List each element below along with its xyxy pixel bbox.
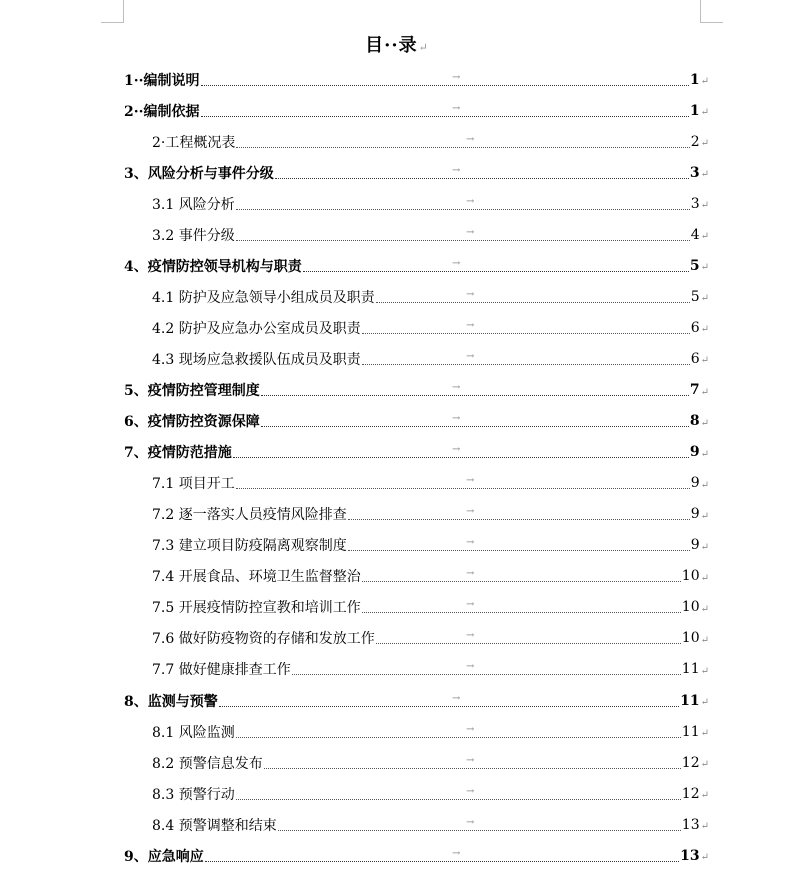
dot-leader xyxy=(362,568,681,582)
tab-mark-icon: → xyxy=(452,71,461,83)
toc-entry-label: 3.1 风险分析 xyxy=(152,196,235,213)
dot-leader xyxy=(362,599,681,613)
toc-entry[interactable] xyxy=(152,530,709,561)
dot-leader xyxy=(275,164,689,179)
tab-mark-icon: → xyxy=(466,537,475,549)
toc-entry[interactable] xyxy=(152,188,709,219)
toc-entry[interactable] xyxy=(124,250,709,281)
toc-entry-page-number: 9 xyxy=(690,506,700,523)
dot-leader xyxy=(261,382,689,396)
tab-mark-icon: → xyxy=(452,382,461,393)
dot-leader xyxy=(233,444,689,458)
toc-entry-label: 7.1 项目开工 xyxy=(152,476,235,493)
paragraph-mark-icon: ↵ xyxy=(700,603,709,615)
paragraph-mark-icon: ↵ xyxy=(700,293,709,305)
toc-entry-label: 7、疫情防范措施 xyxy=(124,445,232,462)
toc-entry[interactable] xyxy=(124,406,709,437)
toc-entry-page-number: 2 xyxy=(690,133,700,150)
toc-entry-page-number: 11 xyxy=(681,661,700,678)
tab-mark-icon: → xyxy=(466,599,475,611)
toc-entry-page-number: 10 xyxy=(681,599,700,616)
toc-entry-label: 8.3 预警行动 xyxy=(152,786,235,803)
toc-entry-page-number: 9 xyxy=(690,475,700,492)
toc-entry-label: 1··编制说明 xyxy=(124,72,200,89)
paragraph-mark-icon: ↵ xyxy=(700,572,709,584)
toc-entry[interactable] xyxy=(152,809,709,840)
paragraph-mark-icon: ↵ xyxy=(700,852,709,864)
paragraph-mark-icon: ↵ xyxy=(700,417,709,429)
tab-mark-icon: → xyxy=(466,195,475,207)
paragraph-mark-icon: ↵ xyxy=(418,41,429,54)
toc-entry-label: 7.4 开展食品、环境卫生监督整治 xyxy=(152,569,361,586)
tab-mark-icon: → xyxy=(452,444,461,456)
toc-entry-page-number: 3 xyxy=(689,164,700,181)
toc-entry[interactable] xyxy=(152,126,709,157)
toc-entry-page-number: 6 xyxy=(690,319,700,336)
toc-entry[interactable] xyxy=(152,623,709,654)
dot-leader xyxy=(362,350,690,365)
toc-entry-label: 4.1 防护及应急领导小组成员及职责 xyxy=(152,289,375,306)
toc-entry-label: 7.6 做好防疫物资的存储和发放工作 xyxy=(152,631,375,648)
tab-mark-icon: → xyxy=(466,506,475,518)
paragraph-mark-icon: ↵ xyxy=(700,759,709,771)
toc-entry-label: 6、疫情防控资源保障 xyxy=(124,414,260,431)
paragraph-mark-icon: ↵ xyxy=(700,790,709,802)
dot-leader xyxy=(362,319,690,334)
toc-entry[interactable] xyxy=(124,685,709,716)
tab-mark-icon: → xyxy=(466,226,475,238)
toc-entry-label: 8.1 风险监测 xyxy=(152,724,235,741)
toc-entry-label: 3、风险分析与事件分级 xyxy=(124,165,274,182)
dot-leader xyxy=(236,226,690,241)
tab-mark-icon: → xyxy=(466,288,475,300)
toc-entry-page-number: 5 xyxy=(689,257,700,274)
paragraph-mark-icon: ↵ xyxy=(700,386,709,398)
tab-mark-icon: → xyxy=(466,319,475,331)
page-corner-top-left xyxy=(101,0,124,23)
paragraph-mark-icon: ↵ xyxy=(700,697,709,708)
paragraph-mark-icon: ↵ xyxy=(700,634,709,646)
tab-mark-icon: → xyxy=(452,413,461,425)
toc-entry-label: 2··编制依据 xyxy=(124,103,200,120)
toc-entry-label: 7.5 开展疫情防控宣教和培训工作 xyxy=(152,600,361,617)
dot-leader xyxy=(236,133,689,148)
toc-entry[interactable] xyxy=(152,468,709,499)
tab-mark-icon: → xyxy=(466,723,475,735)
toc-entry-page-number: 8 xyxy=(689,413,700,430)
paragraph-mark-icon: ↵ xyxy=(700,728,709,740)
toc-entry-page-number: 10 xyxy=(681,630,700,647)
paragraph-mark-icon: ↵ xyxy=(700,448,709,460)
toc-entry-label: 8、监测与预警 xyxy=(124,693,218,710)
toc-entry[interactable] xyxy=(152,654,709,685)
toc-entry[interactable] xyxy=(152,281,709,312)
toc-entry-label: 7.3 建立项目防疫隔离观察制度 xyxy=(152,538,347,555)
paragraph-mark-icon: ↵ xyxy=(700,324,709,336)
toc-entry-label: 2·工程概况表 xyxy=(152,134,236,151)
toc-entry[interactable] xyxy=(124,157,709,188)
toc-entry-label: 3.2 事件分级 xyxy=(152,227,235,244)
dot-leader xyxy=(236,475,690,489)
toc-entry-label: 7.7 做好健康排查工作 xyxy=(152,662,291,679)
toc-entry-page-number: 12 xyxy=(681,754,700,771)
dot-leader xyxy=(278,816,681,831)
toc-entry-page-number: 1 xyxy=(689,71,700,88)
tab-mark-icon: → xyxy=(466,475,475,487)
dot-leader xyxy=(376,630,681,644)
toc-entry[interactable] xyxy=(152,499,709,530)
tab-mark-icon: → xyxy=(452,692,461,704)
toc-entry-label: 4.2 防护及应急办公室成员及职责 xyxy=(152,320,361,337)
tab-mark-icon: → xyxy=(452,847,461,859)
dot-leader xyxy=(201,71,689,86)
tab-mark-icon: → xyxy=(466,816,475,828)
toc-entry-page-number: 11 xyxy=(680,692,700,709)
toc-entry-page-number: 13 xyxy=(680,847,700,864)
toc-title xyxy=(0,31,794,57)
dot-leader xyxy=(348,537,690,551)
toc-entry-page-number: 12 xyxy=(681,785,700,802)
toc-entry-page-number: 3 xyxy=(690,195,700,212)
toc-entry-label: 8.4 预警调整和结束 xyxy=(152,817,277,834)
paragraph-mark-icon: ↵ xyxy=(700,541,709,553)
paragraph-mark-icon: ↵ xyxy=(700,355,709,367)
toc-entry-page-number: 7 xyxy=(689,382,700,398)
paragraph-mark-icon: ↵ xyxy=(700,665,709,677)
paragraph-mark-icon: ↵ xyxy=(700,169,709,181)
tab-mark-icon: → xyxy=(466,661,475,673)
paragraph-mark-icon: ↵ xyxy=(700,262,709,274)
dot-leader xyxy=(264,754,681,769)
toc-entry[interactable] xyxy=(124,375,709,406)
tab-mark-icon: → xyxy=(466,133,475,145)
tab-mark-icon: → xyxy=(466,350,475,362)
toc-entry-label: 5、疫情防控管理制度 xyxy=(124,383,260,399)
tab-mark-icon: → xyxy=(452,102,461,114)
dot-leader xyxy=(236,195,690,210)
toc-entry-page-number: 4 xyxy=(690,226,700,243)
toc-entry-page-number: 5 xyxy=(690,288,700,305)
toc-entry[interactable] xyxy=(152,343,709,374)
toc-entry[interactable] xyxy=(152,747,709,778)
toc-entry[interactable] xyxy=(124,437,709,468)
tab-mark-icon: → xyxy=(452,164,461,176)
toc-entry[interactable] xyxy=(152,219,709,250)
paragraph-mark-icon: ↵ xyxy=(700,107,709,119)
tab-mark-icon: → xyxy=(466,754,475,766)
toc-entry[interactable] xyxy=(124,95,709,126)
dot-leader xyxy=(236,785,681,800)
tab-mark-icon: → xyxy=(452,257,461,269)
toc-entry-label: 4、疫情防控领导机构与职责 xyxy=(124,258,302,275)
toc-title-text: 目··录 xyxy=(365,35,418,56)
toc-entry[interactable] xyxy=(152,312,709,343)
page-corner-top-right xyxy=(700,0,723,23)
toc-entry[interactable] xyxy=(124,64,709,95)
paragraph-mark-icon: ↵ xyxy=(700,200,709,212)
dot-leader xyxy=(236,723,681,738)
dot-leader xyxy=(292,661,681,675)
toc-entry-label: 9、应急响应 xyxy=(124,848,204,865)
toc-entry-label: 8.2 预警信息发布 xyxy=(152,755,263,772)
toc-entry[interactable] xyxy=(124,840,709,871)
dot-leader xyxy=(303,257,689,272)
tab-mark-icon: → xyxy=(466,785,475,797)
dot-leader xyxy=(261,413,689,427)
toc-entry-page-number: 11 xyxy=(681,723,700,740)
toc-entry[interactable] xyxy=(152,561,709,592)
toc-entry-page-number: 13 xyxy=(681,816,700,833)
paragraph-mark-icon: ↵ xyxy=(700,138,709,150)
toc-entry[interactable] xyxy=(152,716,709,747)
paragraph-mark-icon: ↵ xyxy=(700,821,709,833)
toc-entry[interactable] xyxy=(152,592,709,623)
paragraph-mark-icon: ↵ xyxy=(700,479,709,491)
toc-entry-page-number: 9 xyxy=(690,537,700,554)
toc-entry-page-number: 1 xyxy=(689,102,700,119)
dot-leader xyxy=(348,506,690,520)
toc-entry-page-number: 9 xyxy=(689,444,700,461)
dot-leader xyxy=(376,288,690,303)
toc-entry[interactable] xyxy=(152,778,709,809)
paragraph-mark-icon: ↵ xyxy=(700,231,709,243)
toc-entry-label: 4.3 现场应急救援队伍成员及职责 xyxy=(152,351,361,368)
paragraph-mark-icon: ↵ xyxy=(700,76,709,87)
tab-mark-icon: → xyxy=(466,630,475,642)
toc-entry-page-number: 10 xyxy=(681,568,700,585)
toc-entry-label: 7.2 逐一落实人员疫情风险排查 xyxy=(152,507,347,524)
dot-leader xyxy=(205,847,679,862)
tab-mark-icon: → xyxy=(466,568,475,580)
dot-leader xyxy=(201,102,689,117)
dot-leader xyxy=(219,692,679,707)
paragraph-mark-icon: ↵ xyxy=(700,510,709,522)
toc-entry-page-number: 6 xyxy=(690,350,700,367)
